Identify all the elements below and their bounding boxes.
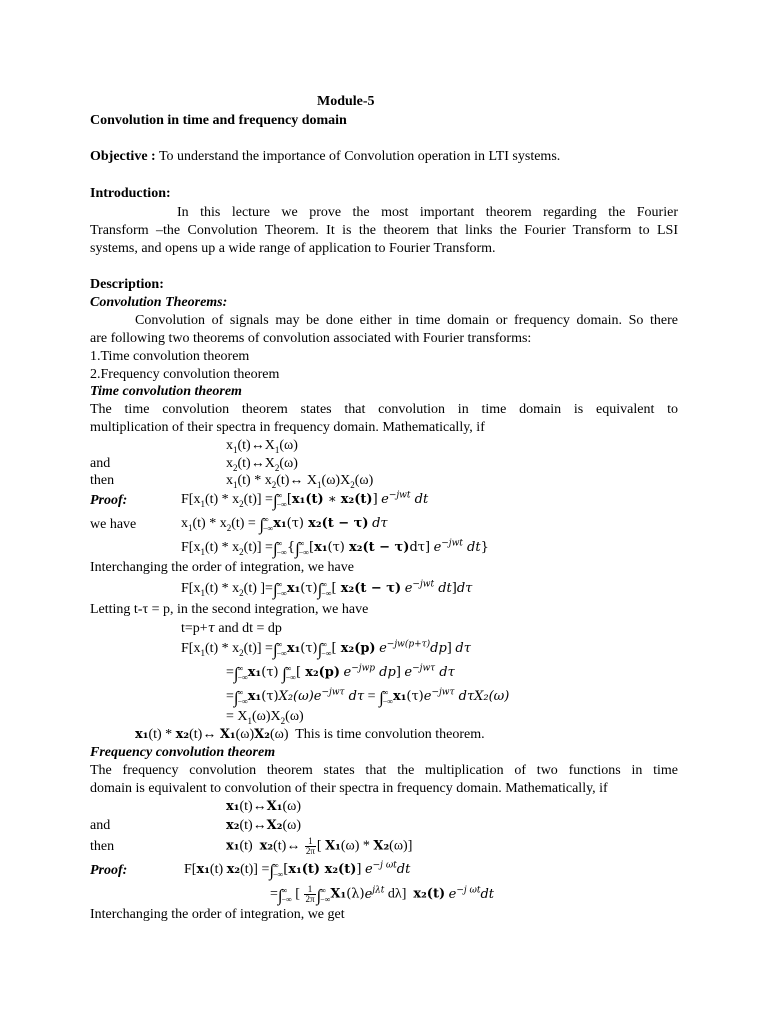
equation: =∫ ∞ −∞ [ $\frac{1}{2\pi}$ ∫ ∞ −∞ $X_1(\lambda)e^{j\lambda t}$ dλ] x₂(t) $e^{-j \omega t}dt$: [270, 884, 495, 905]
objective-text: To understand the importance of Convolution operation in LTI systems.: [155, 149, 561, 164]
frequency-theorem-text-line: The frequency convolution theorem states that the multiplication of two functions in time: [90, 763, 678, 778]
time-theorem-conclusion: x₁(t) * x₂(t)↔ X₁(ω)X₂(ω) This is time convolution theorem.: [135, 727, 485, 742]
document-title: Convolution in time and frequency domain: [90, 113, 347, 128]
frequency-theorem-text-line: domain is equivalent to convolution of their spectra in frequency domain. Mathematically, if: [90, 781, 608, 796]
equation: $x_1(t)$ * $x_2(t)\leftrightarrow$ $X_1(\omega)X_2(\omega)$: [226, 473, 374, 490]
equation: $F[x_1(t) * x_2(t)]$ =∫ ∞ −∞ [x₁(t) ∗ x₂(t)] $e^{-jwt}$ dt: [181, 490, 429, 511]
equation: $F[x_1(t) * x_2(t)]$ =∫ ∞ −∞ {∫ ∞ −∞ [x₁(τ) x₂(t − τ)dτ] $e^{-jwt}$ dt}: [181, 538, 489, 559]
conclusion-text: This is time convolution theorem.: [295, 727, 485, 742]
equation: F[x₁(t) x₂(t)] =∫ ∞ −∞ [x₁(t) x₂(t)] $e^{-j \omega t}dt$: [184, 860, 411, 881]
description-heading: Description:: [90, 277, 164, 292]
interchange-text: Interchanging the order of integration, we get: [90, 907, 345, 922]
introduction-text-line: Transform –the Convolution Theorem. It is the theorem that links the Fourier Transform to LSI: [90, 223, 678, 238]
equation: =∫ ∞ −∞ $x_1(\tau)X_2(\omega)e^{-jw\tau}$ dτ = ∫ ∞ −∞ $x_1(\tau)e^{-jw\tau}$ dτX₂(ω): [226, 687, 510, 708]
equation: x₁(t) x₂(t)↔ $\frac{1}{2\pi}$ [ X₁(ω) * X₂(ω)]: [226, 836, 413, 856]
equation: x₂(t)↔X₂(ω): [226, 818, 301, 833]
objective-line: [90, 149, 560, 165]
convolution-theorems-subheading: Convolution Theorems:: [90, 295, 228, 310]
time-theorem-heading: Time convolution theorem: [90, 384, 242, 399]
equation: t=p+τ and dt = dp: [181, 621, 282, 636]
equation: x₁(t)↔X₁(ω): [226, 799, 301, 814]
we-have-label: we have: [90, 517, 137, 532]
letting-text: Letting t-τ = p, in the second integration, we have: [90, 602, 369, 617]
proof-label: Proof:: [90, 493, 128, 508]
interchange-text: Interchanging the order of integration, we have: [90, 560, 354, 575]
then-label: then: [90, 473, 115, 488]
description-text-line: are following two theorems of convolution associated with Fourier transforms:: [90, 331, 532, 346]
equation: = $X_1(\omega)X_2(\omega)$: [226, 709, 304, 726]
equation: $x_2(t)\leftrightarrow X_2(\omega)$: [226, 456, 298, 473]
list-item: 2.Frequency convolution theorem: [90, 367, 280, 382]
introduction-heading: Introduction:: [90, 186, 171, 201]
introduction-text-line: systems, and opens up a wide range of application to Fourier Transform.: [90, 241, 496, 256]
proof-label: Proof:: [90, 863, 128, 878]
equation: $F[x_1(t) * x_2(t)$ ]=∫ ∞ −∞ x₁(τ)∫ ∞ −∞ [ x₂(t − τ) $e^{-jwt}$ dt]dτ: [181, 579, 473, 600]
time-theorem-text-line: The time convolution theorem states that convolution in time domain is equivalent to: [90, 402, 678, 417]
frequency-theorem-heading: Frequency convolution theorem: [90, 745, 276, 760]
list-item: 1.Time convolution theorem: [90, 349, 250, 364]
time-theorem-text-line: multiplication of their spectra in frequency domain. Mathematically, if: [90, 420, 485, 435]
then-label: then: [90, 839, 115, 854]
equation: $F[x_1(t) * x_2(t)]$ =∫ ∞ −∞ x₁(τ)∫ ∞ −∞ [ x₂(p) $e^{-jw(p+\tau)}dp$] dτ: [181, 639, 471, 660]
equation: $x_1(t)\leftrightarrow X_1(\omega)$: [226, 438, 298, 455]
and-label: and: [90, 456, 111, 471]
module-title: Module-5: [317, 94, 375, 109]
description-text-line: Convolution of signals may be done either in time domain or frequency domain. So there: [135, 313, 678, 328]
and-label: and: [90, 818, 111, 833]
equation: =∫ ∞ −∞ x₁(τ) ∫ ∞ −∞ [ x₂(p) $e^{-jwp}$ dp] $e^{-jw\tau}$ dτ: [226, 663, 455, 684]
equation: $x_1(t) * x_2(t)$ = ∫ ∞ −∞ x₁(τ) x₂(t − τ) dτ: [181, 515, 388, 535]
introduction-text-line: In this lecture we prove the most important theorem regarding the Fourier: [177, 205, 678, 220]
objective-label: Objective :: [90, 149, 156, 164]
